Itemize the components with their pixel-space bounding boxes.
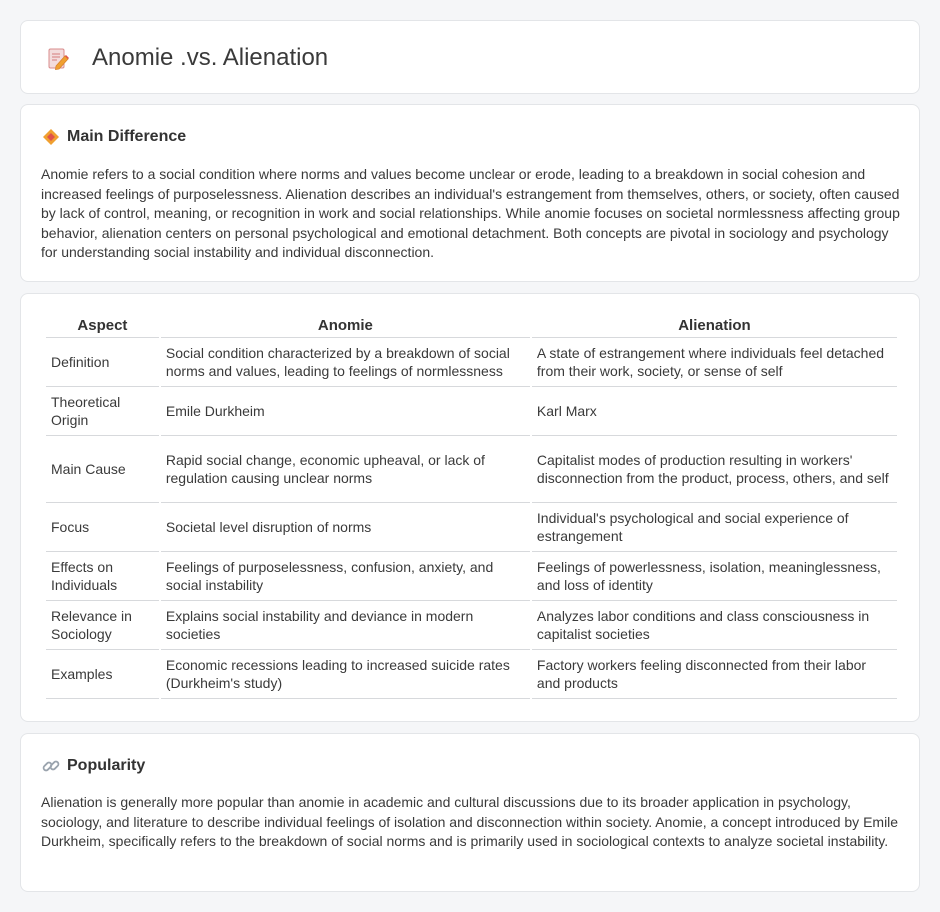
table-row [46, 387, 897, 436]
table-row [46, 436, 897, 503]
alienation-cell: Individual's psychological and social experience of estrangement [532, 503, 897, 552]
alienation-cell: Analyzes labor conditions and class consciousness in capitalist societies [532, 601, 897, 650]
anomie-cell: Societal level disruption of norms [161, 503, 530, 552]
anomie-cell: Feelings of purposelessness, confusion, anxiety, and social instability [161, 552, 530, 601]
anomie-cell: Emile Durkheim [161, 387, 530, 436]
alienation-cell: Feelings of powerlessness, isolation, meaninglessness, and loss of identity [532, 552, 897, 601]
comparison-table [44, 316, 899, 699]
table-header-row [46, 316, 897, 338]
header-card [20, 20, 920, 94]
table-row [46, 338, 897, 387]
alienation-cell: Karl Marx [532, 387, 897, 436]
header-aspect: Aspect [46, 316, 159, 338]
link-icon [41, 756, 61, 776]
page-title: Anomie .vs. Alienation [92, 44, 329, 71]
popularity-text: Alienation is generally more popular than anomie in academic and cultural discussions due to its broader application in psychology, sociology, and literature to describe individual feelings of isolation and disconnection within society. Anomie, a concept introduced by Emile Durkheim, specifically refers to the breakdown of social norms and is primarily used in sociological contexts to analyze societal instability. [41, 794, 899, 849]
aspect-cell: Main Cause [46, 436, 159, 503]
comparison-section [20, 293, 920, 722]
aspect-cell: Relevance in Sociology [46, 601, 159, 650]
main-difference-heading: Main Difference [67, 128, 187, 145]
table-row [46, 650, 897, 699]
main-difference-text: Anomie refers to a social condition where norms and values become unclear or erode, leading to a breakdown in social cohesion and increased feelings of purposelessness. Alienation describes an individual's estrangement from themselves, others, or society, often caused by lack of control, meaning, or recognition in work and social relationships. While anomie focuses on societal normlessness affecting group behavior, alienation centers on personal psychological and emotional detachment. Both concepts are pivotal in sociology and psychology for understanding social instability and individual disconnection. [41, 166, 900, 260]
table-row [46, 503, 897, 552]
alienation-cell: Capitalist modes of production resulting in workers' disconnection from the product, process, others, and self [532, 436, 897, 503]
table-row [46, 601, 897, 650]
header-alienation: Alienation [532, 316, 897, 338]
anomie-cell: Social condition characterized by a breakdown of social norms and values, leading to feelings of normlessness [161, 338, 530, 387]
aspect-cell: Focus [46, 503, 159, 552]
aspect-cell: Definition [46, 338, 159, 387]
header-anomie: Anomie [161, 316, 530, 338]
document-edit-icon [47, 47, 69, 71]
aspect-cell: Examples [46, 650, 159, 699]
popularity-header [41, 756, 145, 776]
anomie-cell: Rapid social change, economic upheaval, or lack of regulation causing unclear norms [161, 436, 530, 503]
popularity-heading: Popularity [67, 757, 146, 774]
table-row [46, 552, 897, 601]
aspect-cell: Effects on Individuals [46, 552, 159, 601]
aspect-cell: Theoretical Origin [46, 387, 159, 436]
main-difference-header [41, 127, 186, 147]
main-difference-section [20, 104, 920, 282]
alienation-cell: Factory workers feeling disconnected from their labor and products [532, 650, 897, 699]
popularity-section [20, 733, 920, 892]
diamond-icon [41, 127, 61, 147]
alienation-cell: A state of estrangement where individuals feel detached from their work, society, or sense of self [532, 338, 897, 387]
anomie-cell: Economic recessions leading to increased suicide rates (Durkheim's study) [161, 650, 530, 699]
anomie-cell: Explains social instability and deviance in modern societies [161, 601, 530, 650]
